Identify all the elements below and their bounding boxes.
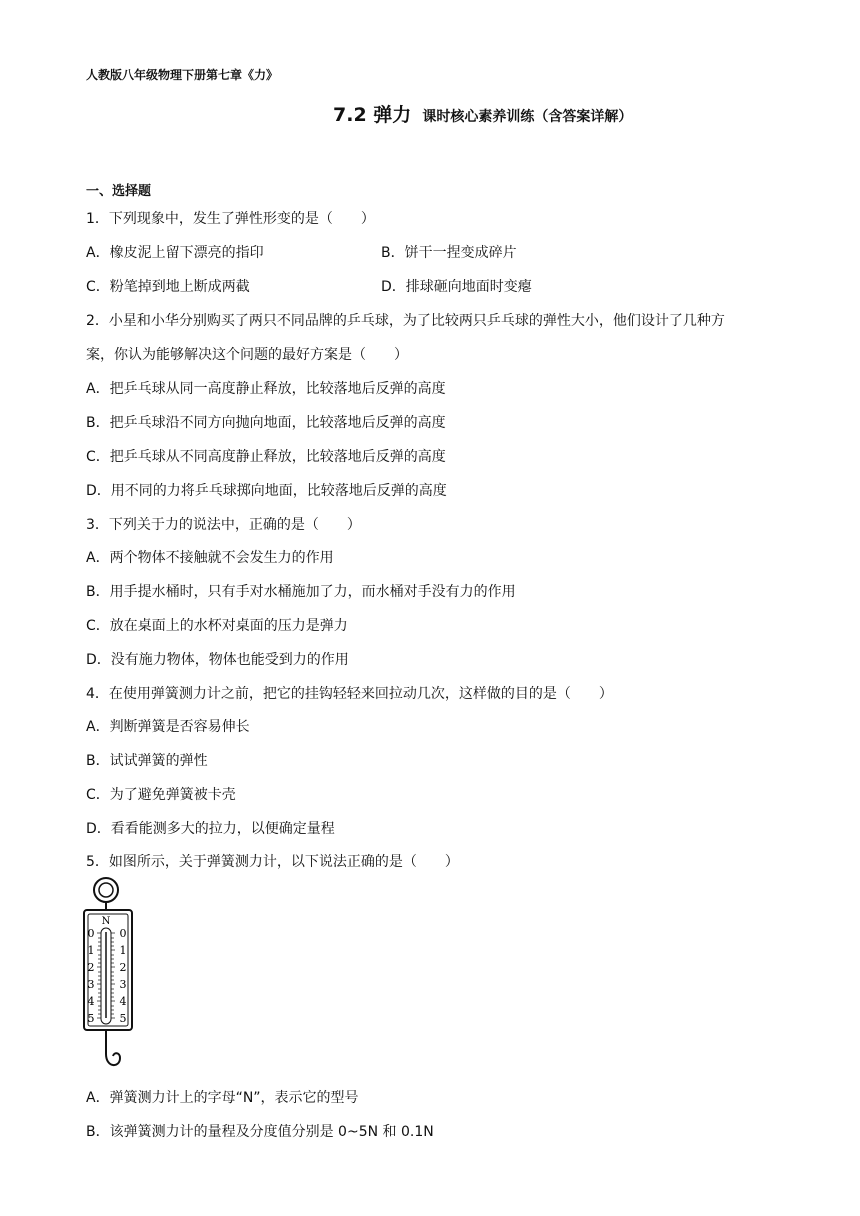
question-2-option-c: C．把乒乓球从不同高度静止释放，比较落地后反弹的高度 (86, 449, 446, 465)
tick-right-2: 2 (119, 961, 127, 974)
question-3-option-b: B．用手提水桶时，只有手对水桶施加了力，而水桶对手没有力的作用 (86, 584, 516, 600)
question-1-option-d: D．排球砸向地面时变瘪 (381, 279, 532, 295)
tick-left-0: 0 (87, 927, 95, 940)
question-4-option-b: B．试试弹簧的弹性 (86, 753, 208, 769)
question-1-option-b: B．饼干一捏变成碎片 (381, 245, 517, 261)
question-2-stem-line1: 2．小星和小华分别购买了两只不同品牌的乒乓球，为了比较两只乒乓球的弹性大小，他们设计了几种方 (86, 313, 725, 329)
tick-left-5: 5 (87, 1012, 95, 1025)
question-5-option-a: A．弹簧测力计上的字母“N”，表示它的型号 (86, 1090, 359, 1106)
tick-left-2: 2 (87, 961, 95, 974)
title-main: 7.2 弹力 (333, 104, 412, 126)
scale-ring-outer (94, 878, 118, 902)
document-title (333, 100, 632, 127)
question-2-option-d: D．用不同的力将乒乓球掷向地面，比较落地后反弹的高度 (86, 483, 447, 499)
tick-right-3: 3 (119, 978, 127, 991)
question-4-option-a: A．判断弹簧是否容易伸长 (86, 719, 250, 735)
question-2-option-b: B．把乒乓球沿不同方向抛向地面，比较落地后反弹的高度 (86, 415, 446, 431)
tick-left-3: 3 (87, 978, 95, 991)
question-5-option-b: B．该弹簧测力计的量程及分度值分别是 0~5N 和 0.1N (86, 1124, 434, 1140)
scale-ring-inner (99, 883, 113, 897)
question-5-stem: 5．如图所示，关于弹簧测力计，以下说法正确的是（ ） (86, 854, 459, 870)
question-3-option-d: D．没有施力物体，物体也能受到力的作用 (86, 652, 349, 668)
question-1-stem: 1．下列现象中，发生了弹性形变的是（ ） (86, 211, 375, 227)
document-series-header: 人教版八年级物理下册第七章《力》 (86, 68, 279, 82)
tick-left-4: 4 (87, 995, 95, 1008)
scale-unit-label: N (101, 916, 111, 927)
question-1-option-a: A．橡皮泥上留下漂亮的指印 (86, 245, 264, 261)
question-4-option-d: D．看看能测多大的拉力，以便确定量程 (86, 821, 335, 837)
tick-right-0: 0 (119, 927, 127, 940)
tick-left-1: 1 (87, 944, 95, 957)
spring-scale-figure (80, 876, 138, 1076)
question-4-option-c: C．为了避免弹簧被卡壳 (86, 787, 236, 803)
tick-right-4: 4 (119, 995, 127, 1008)
question-2-option-a: A．把乒乓球从同一高度静止释放，比较落地后反弹的高度 (86, 381, 446, 397)
question-3-option-a: A．两个物体不接触就不会发生力的作用 (86, 550, 334, 566)
question-4-stem: 4．在使用弹簧测力计之前，把它的挂钩轻轻来回拉动几次，这样做的目的是（ ） (86, 686, 613, 702)
question-3-stem: 3．下列关于力的说法中，正确的是（ ） (86, 517, 361, 533)
question-2-stem-line2: 案，你认为能够解决这个问题的最好方案是（ ） (86, 347, 408, 363)
question-1-option-c: C．粉笔掉到地上断成两截 (86, 279, 250, 295)
question-3-option-c: C．放在桌面上的水杯对桌面的压力是弹力 (86, 618, 348, 634)
section-heading: 一、选择题 (86, 184, 152, 199)
title-subtitle: 课时核心素养训练（含答案详解） (422, 109, 633, 125)
tick-right-5: 5 (119, 1012, 127, 1025)
tick-right-1: 1 (119, 944, 127, 957)
scale-hook (106, 1053, 120, 1065)
